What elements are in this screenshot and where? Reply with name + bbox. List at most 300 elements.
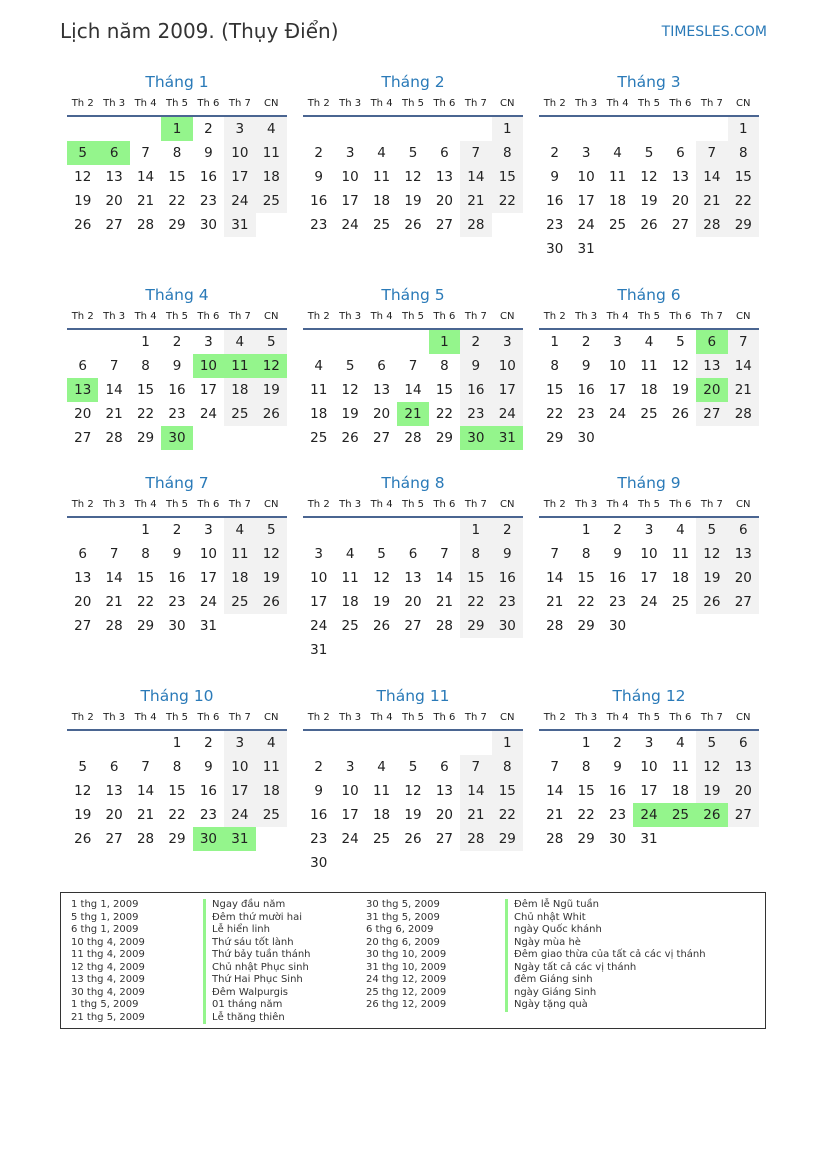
- day-cell[interactable]: 30: [492, 614, 523, 638]
- day-cell[interactable]: 29: [492, 827, 523, 851]
- day-cell[interactable]: 23: [199, 193, 218, 209]
- day-cell[interactable]: 9: [172, 546, 182, 562]
- day-cell[interactable]: 20: [105, 807, 123, 823]
- day-cell[interactable]: 19: [696, 779, 727, 803]
- day-cell[interactable]: 12: [696, 542, 727, 566]
- day-cell[interactable]: 3: [492, 330, 523, 354]
- day-cell[interactable]: 11: [671, 546, 690, 562]
- day-cell[interactable]: 22: [460, 590, 491, 614]
- day-cell[interactable]: 22: [546, 406, 564, 422]
- day-cell[interactable]: 16: [608, 570, 627, 586]
- day-cell[interactable]: 8: [550, 358, 559, 374]
- brand-link[interactable]: TIMESLES.COM: [661, 24, 767, 40]
- holiday-day[interactable]: 30: [193, 827, 224, 851]
- day-cell[interactable]: 28: [728, 402, 759, 426]
- day-cell[interactable]: 30: [310, 855, 328, 871]
- day-cell[interactable]: 8: [728, 141, 759, 165]
- day-cell[interactable]: 17: [199, 382, 218, 398]
- holiday-day[interactable]: 13: [67, 378, 98, 402]
- day-cell[interactable]: 15: [577, 783, 595, 799]
- day-cell[interactable]: 19: [640, 193, 658, 209]
- day-cell[interactable]: 11: [372, 783, 391, 799]
- day-cell[interactable]: 24: [341, 217, 359, 233]
- day-cell[interactable]: 23: [608, 807, 627, 823]
- day-cell[interactable]: 19: [256, 378, 287, 402]
- day-cell[interactable]: 23: [168, 594, 186, 610]
- day-cell[interactable]: 4: [224, 330, 255, 354]
- holiday-day[interactable]: 6: [696, 330, 727, 354]
- day-cell[interactable]: 23: [460, 402, 491, 426]
- day-cell[interactable]: 3: [224, 117, 255, 141]
- day-cell[interactable]: 16: [168, 382, 186, 398]
- day-cell[interactable]: 18: [671, 783, 690, 799]
- day-cell[interactable]: 16: [199, 783, 218, 799]
- day-cell[interactable]: 15: [136, 382, 155, 398]
- day-cell[interactable]: 19: [372, 594, 391, 610]
- day-cell[interactable]: 20: [728, 779, 759, 803]
- holiday-day[interactable]: 6: [98, 141, 129, 165]
- day-cell[interactable]: 6: [408, 546, 418, 562]
- day-cell[interactable]: 8: [492, 755, 523, 779]
- day-cell[interactable]: 16: [460, 378, 491, 402]
- day-cell[interactable]: 11: [256, 755, 287, 779]
- day-cell[interactable]: 10: [224, 755, 255, 779]
- day-cell[interactable]: 23: [608, 594, 627, 610]
- day-cell[interactable]: 15: [492, 779, 523, 803]
- day-cell[interactable]: 5: [256, 518, 287, 542]
- day-cell[interactable]: 20: [372, 406, 391, 422]
- day-cell[interactable]: 6: [440, 759, 449, 775]
- day-cell[interactable]: 25: [256, 803, 287, 827]
- day-cell[interactable]: 29: [136, 430, 155, 446]
- day-cell[interactable]: 20: [435, 807, 454, 823]
- day-cell[interactable]: 27: [728, 590, 759, 614]
- day-cell[interactable]: 25: [224, 590, 255, 614]
- day-cell[interactable]: 18: [671, 570, 690, 586]
- day-cell[interactable]: 4: [256, 731, 287, 755]
- day-cell[interactable]: 9: [172, 358, 182, 374]
- day-cell[interactable]: 10: [341, 169, 359, 185]
- day-cell[interactable]: 4: [644, 334, 654, 350]
- day-cell[interactable]: 2: [314, 145, 323, 161]
- day-cell[interactable]: 1: [172, 735, 182, 751]
- day-cell[interactable]: 11: [310, 382, 328, 398]
- day-cell[interactable]: 26: [256, 402, 287, 426]
- day-cell[interactable]: 14: [435, 570, 454, 586]
- day-cell[interactable]: 21: [460, 189, 491, 213]
- day-cell[interactable]: 15: [546, 382, 564, 398]
- day-cell[interactable]: 12: [341, 382, 359, 398]
- day-cell[interactable]: 19: [696, 566, 727, 590]
- day-cell[interactable]: 21: [546, 594, 564, 610]
- day-cell[interactable]: 27: [435, 217, 454, 233]
- day-cell[interactable]: 12: [74, 783, 92, 799]
- day-cell[interactable]: 30: [608, 618, 627, 634]
- day-cell[interactable]: 4: [345, 546, 355, 562]
- day-cell[interactable]: 26: [696, 590, 727, 614]
- day-cell[interactable]: 21: [136, 807, 155, 823]
- day-cell[interactable]: 3: [644, 735, 654, 751]
- day-cell[interactable]: 6: [728, 518, 759, 542]
- day-cell[interactable]: 10: [492, 354, 523, 378]
- day-cell[interactable]: 14: [136, 783, 155, 799]
- day-cell[interactable]: 15: [435, 382, 454, 398]
- day-cell[interactable]: 17: [199, 570, 218, 586]
- day-cell[interactable]: 21: [546, 807, 564, 823]
- day-cell[interactable]: 28: [404, 430, 422, 446]
- day-cell[interactable]: 30: [168, 618, 186, 634]
- day-cell[interactable]: 6: [78, 546, 87, 562]
- day-cell[interactable]: 29: [168, 217, 186, 233]
- day-cell[interactable]: 7: [460, 755, 491, 779]
- day-cell[interactable]: 13: [105, 783, 123, 799]
- day-cell[interactable]: 9: [314, 783, 323, 799]
- day-cell[interactable]: 25: [640, 406, 658, 422]
- day-cell[interactable]: 23: [168, 406, 186, 422]
- day-cell[interactable]: 22: [435, 406, 454, 422]
- day-cell[interactable]: 3: [345, 759, 355, 775]
- day-cell[interactable]: 12: [404, 169, 422, 185]
- day-cell[interactable]: 12: [404, 783, 422, 799]
- day-cell[interactable]: 1: [581, 522, 591, 538]
- day-cell[interactable]: 18: [640, 382, 658, 398]
- day-cell[interactable]: 5: [78, 759, 87, 775]
- day-cell[interactable]: 23: [310, 217, 328, 233]
- day-cell[interactable]: 13: [372, 382, 391, 398]
- day-cell[interactable]: 14: [105, 570, 123, 586]
- day-cell[interactable]: 4: [224, 518, 255, 542]
- day-cell[interactable]: 7: [109, 358, 119, 374]
- day-cell[interactable]: 10: [640, 759, 658, 775]
- day-cell[interactable]: 5: [408, 145, 418, 161]
- day-cell[interactable]: 5: [345, 358, 355, 374]
- day-cell[interactable]: 10: [199, 546, 218, 562]
- day-cell[interactable]: 26: [404, 217, 422, 233]
- day-cell[interactable]: 17: [640, 783, 658, 799]
- day-cell[interactable]: 15: [168, 783, 186, 799]
- day-cell[interactable]: 5: [644, 145, 654, 161]
- day-cell[interactable]: 16: [168, 570, 186, 586]
- day-cell[interactable]: 8: [460, 542, 491, 566]
- day-cell[interactable]: 11: [671, 759, 690, 775]
- day-cell[interactable]: 13: [105, 169, 123, 185]
- day-cell[interactable]: 16: [577, 382, 595, 398]
- day-cell[interactable]: 24: [224, 189, 255, 213]
- day-cell[interactable]: 19: [341, 406, 359, 422]
- day-cell[interactable]: 6: [377, 358, 386, 374]
- day-cell[interactable]: 17: [640, 570, 658, 586]
- day-cell[interactable]: 1: [550, 334, 559, 350]
- day-cell[interactable]: 15: [460, 566, 491, 590]
- day-cell[interactable]: 9: [613, 546, 622, 562]
- day-cell[interactable]: 25: [341, 618, 359, 634]
- day-cell[interactable]: 29: [728, 213, 759, 237]
- day-cell[interactable]: 30: [577, 430, 595, 446]
- day-cell[interactable]: 25: [372, 217, 391, 233]
- day-cell[interactable]: 22: [136, 406, 155, 422]
- day-cell[interactable]: 27: [696, 402, 727, 426]
- day-cell[interactable]: 20: [105, 193, 123, 209]
- day-cell[interactable]: 31: [224, 213, 255, 237]
- day-cell[interactable]: 18: [372, 193, 391, 209]
- day-cell[interactable]: 29: [577, 618, 595, 634]
- day-cell[interactable]: 26: [74, 831, 92, 847]
- day-cell[interactable]: 25: [372, 831, 391, 847]
- day-cell[interactable]: 24: [224, 803, 255, 827]
- day-cell[interactable]: 2: [492, 518, 523, 542]
- holiday-day[interactable]: 30: [460, 426, 491, 450]
- day-cell[interactable]: 16: [310, 193, 328, 209]
- day-cell[interactable]: 15: [728, 165, 759, 189]
- day-cell[interactable]: 21: [136, 193, 155, 209]
- day-cell[interactable]: 25: [671, 594, 690, 610]
- day-cell[interactable]: 16: [310, 807, 328, 823]
- day-cell[interactable]: 8: [141, 546, 150, 562]
- day-cell[interactable]: 17: [310, 594, 328, 610]
- day-cell[interactable]: 18: [341, 594, 359, 610]
- holiday-day[interactable]: 21: [397, 402, 428, 426]
- day-cell[interactable]: 19: [74, 193, 92, 209]
- day-cell[interactable]: 14: [460, 165, 491, 189]
- day-cell[interactable]: 21: [696, 189, 727, 213]
- day-cell[interactable]: 22: [728, 189, 759, 213]
- day-cell[interactable]: 22: [136, 594, 155, 610]
- day-cell[interactable]: 28: [105, 430, 123, 446]
- day-cell[interactable]: 13: [404, 570, 422, 586]
- day-cell[interactable]: 27: [74, 430, 92, 446]
- day-cell[interactable]: 7: [550, 546, 559, 562]
- day-cell[interactable]: 12: [256, 542, 287, 566]
- day-cell[interactable]: 25: [224, 402, 255, 426]
- holiday-day[interactable]: 1: [429, 330, 460, 354]
- day-cell[interactable]: 11: [341, 570, 359, 586]
- day-cell[interactable]: 29: [546, 430, 564, 446]
- day-cell[interactable]: 9: [581, 358, 591, 374]
- day-cell[interactable]: 5: [377, 546, 386, 562]
- day-cell[interactable]: 21: [105, 594, 123, 610]
- day-cell[interactable]: 22: [577, 807, 595, 823]
- day-cell[interactable]: 26: [256, 590, 287, 614]
- day-cell[interactable]: 2: [460, 330, 491, 354]
- day-cell[interactable]: 21: [435, 594, 454, 610]
- holiday-day[interactable]: 1: [161, 117, 192, 141]
- day-cell[interactable]: 31: [199, 618, 218, 634]
- day-cell[interactable]: 28: [546, 618, 564, 634]
- day-cell[interactable]: 24: [199, 594, 218, 610]
- day-cell[interactable]: 17: [341, 193, 359, 209]
- day-cell[interactable]: 10: [310, 570, 328, 586]
- day-cell[interactable]: 27: [404, 618, 422, 634]
- day-cell[interactable]: 6: [440, 145, 449, 161]
- day-cell[interactable]: 18: [256, 165, 287, 189]
- day-cell[interactable]: 7: [728, 330, 759, 354]
- day-cell[interactable]: 13: [435, 783, 454, 799]
- day-cell[interactable]: 7: [460, 141, 491, 165]
- day-cell[interactable]: 1: [460, 518, 491, 542]
- day-cell[interactable]: 2: [172, 522, 182, 538]
- day-cell[interactable]: 21: [105, 406, 123, 422]
- day-cell[interactable]: 28: [435, 618, 454, 634]
- day-cell[interactable]: 28: [460, 213, 491, 237]
- holiday-day[interactable]: 25: [665, 803, 696, 827]
- day-cell[interactable]: 5: [696, 518, 727, 542]
- day-cell[interactable]: 2: [172, 334, 182, 350]
- holiday-day[interactable]: 30: [161, 426, 192, 450]
- day-cell[interactable]: 28: [696, 213, 727, 237]
- day-cell[interactable]: 23: [546, 217, 564, 233]
- day-cell[interactable]: 11: [372, 169, 391, 185]
- day-cell[interactable]: 11: [608, 169, 627, 185]
- day-cell[interactable]: 19: [671, 382, 690, 398]
- day-cell[interactable]: 9: [204, 145, 213, 161]
- day-cell[interactable]: 27: [728, 803, 759, 827]
- day-cell[interactable]: 9: [613, 759, 622, 775]
- day-cell[interactable]: 24: [577, 217, 595, 233]
- day-cell[interactable]: 22: [492, 189, 523, 213]
- day-cell[interactable]: 21: [728, 378, 759, 402]
- day-cell[interactable]: 12: [696, 755, 727, 779]
- day-cell[interactable]: 21: [460, 803, 491, 827]
- day-cell[interactable]: 16: [492, 566, 523, 590]
- day-cell[interactable]: 17: [341, 807, 359, 823]
- day-cell[interactable]: 10: [577, 169, 595, 185]
- day-cell[interactable]: 26: [74, 217, 92, 233]
- day-cell[interactable]: 12: [372, 570, 391, 586]
- day-cell[interactable]: 14: [136, 169, 155, 185]
- day-cell[interactable]: 26: [640, 217, 658, 233]
- day-cell[interactable]: 27: [105, 831, 123, 847]
- day-cell[interactable]: 7: [408, 358, 418, 374]
- day-cell[interactable]: 22: [492, 803, 523, 827]
- day-cell[interactable]: 31: [577, 241, 595, 257]
- day-cell[interactable]: 2: [204, 121, 213, 137]
- day-cell[interactable]: 11: [224, 542, 255, 566]
- holiday-day[interactable]: 11: [224, 354, 255, 378]
- day-cell[interactable]: 3: [204, 522, 213, 538]
- day-cell[interactable]: 24: [310, 618, 328, 634]
- day-cell[interactable]: 22: [577, 594, 595, 610]
- day-cell[interactable]: 9: [550, 169, 559, 185]
- day-cell[interactable]: 14: [696, 165, 727, 189]
- day-cell[interactable]: 8: [141, 358, 150, 374]
- day-cell[interactable]: 8: [172, 145, 182, 161]
- day-cell[interactable]: 23: [199, 807, 218, 823]
- day-cell[interactable]: 7: [141, 145, 150, 161]
- day-cell[interactable]: 17: [608, 382, 627, 398]
- holiday-day[interactable]: 12: [256, 354, 287, 378]
- day-cell[interactable]: 7: [440, 546, 449, 562]
- day-cell[interactable]: 1: [581, 735, 591, 751]
- day-cell[interactable]: 2: [550, 145, 559, 161]
- day-cell[interactable]: 16: [546, 193, 564, 209]
- day-cell[interactable]: 18: [224, 378, 255, 402]
- day-cell[interactable]: 19: [404, 193, 422, 209]
- day-cell[interactable]: 13: [696, 354, 727, 378]
- day-cell[interactable]: 4: [314, 358, 323, 374]
- day-cell[interactable]: 24: [640, 594, 658, 610]
- day-cell[interactable]: 22: [168, 193, 186, 209]
- day-cell[interactable]: 13: [728, 755, 759, 779]
- day-cell[interactable]: 24: [341, 831, 359, 847]
- day-cell[interactable]: 4: [377, 145, 386, 161]
- day-cell[interactable]: 17: [577, 193, 595, 209]
- day-cell[interactable]: 4: [377, 759, 386, 775]
- day-cell[interactable]: 20: [728, 566, 759, 590]
- day-cell[interactable]: 27: [74, 618, 92, 634]
- day-cell[interactable]: 25: [310, 430, 328, 446]
- day-cell[interactable]: 1: [728, 117, 759, 141]
- day-cell[interactable]: 14: [546, 783, 564, 799]
- holiday-day[interactable]: 10: [193, 354, 224, 378]
- day-cell[interactable]: 18: [256, 779, 287, 803]
- day-cell[interactable]: 24: [199, 406, 218, 422]
- day-cell[interactable]: 1: [492, 731, 523, 755]
- day-cell[interactable]: 16: [608, 783, 627, 799]
- day-cell[interactable]: 4: [613, 145, 622, 161]
- day-cell[interactable]: 15: [492, 165, 523, 189]
- day-cell[interactable]: 15: [136, 570, 155, 586]
- day-cell[interactable]: 2: [314, 759, 323, 775]
- day-cell[interactable]: 27: [671, 217, 690, 233]
- holiday-day[interactable]: 5: [67, 141, 98, 165]
- day-cell[interactable]: 26: [341, 430, 359, 446]
- day-cell[interactable]: 4: [676, 522, 685, 538]
- day-cell[interactable]: 2: [613, 522, 622, 538]
- holiday-day[interactable]: 20: [696, 378, 727, 402]
- day-cell[interactable]: 10: [608, 358, 627, 374]
- day-cell[interactable]: 30: [546, 241, 564, 257]
- day-cell[interactable]: 2: [581, 334, 591, 350]
- day-cell[interactable]: 3: [314, 546, 323, 562]
- day-cell[interactable]: 9: [492, 542, 523, 566]
- day-cell[interactable]: 26: [671, 406, 690, 422]
- day-cell[interactable]: 29: [136, 618, 155, 634]
- day-cell[interactable]: 3: [613, 334, 622, 350]
- day-cell[interactable]: 2: [204, 735, 213, 751]
- day-cell[interactable]: 9: [460, 354, 491, 378]
- day-cell[interactable]: 23: [577, 406, 595, 422]
- day-cell[interactable]: 16: [199, 169, 218, 185]
- day-cell[interactable]: 29: [460, 614, 491, 638]
- day-cell[interactable]: 27: [105, 217, 123, 233]
- day-cell[interactable]: 3: [581, 145, 591, 161]
- day-cell[interactable]: 9: [204, 759, 213, 775]
- holiday-day[interactable]: 31: [492, 426, 523, 450]
- day-cell[interactable]: 13: [74, 570, 92, 586]
- day-cell[interactable]: 14: [404, 382, 422, 398]
- day-cell[interactable]: 5: [256, 330, 287, 354]
- day-cell[interactable]: 14: [460, 779, 491, 803]
- day-cell[interactable]: 18: [310, 406, 328, 422]
- day-cell[interactable]: 8: [172, 759, 182, 775]
- day-cell[interactable]: 20: [435, 193, 454, 209]
- day-cell[interactable]: 23: [492, 590, 523, 614]
- day-cell[interactable]: 6: [676, 145, 685, 161]
- day-cell[interactable]: 18: [608, 193, 627, 209]
- day-cell[interactable]: 20: [74, 594, 92, 610]
- day-cell[interactable]: 12: [640, 169, 658, 185]
- day-cell[interactable]: 14: [546, 570, 564, 586]
- day-cell[interactable]: 15: [577, 570, 595, 586]
- day-cell[interactable]: 7: [109, 546, 119, 562]
- day-cell[interactable]: 19: [256, 566, 287, 590]
- day-cell[interactable]: 25: [256, 189, 287, 213]
- day-cell[interactable]: 29: [168, 831, 186, 847]
- holiday-day[interactable]: 24: [633, 803, 664, 827]
- day-cell[interactable]: 27: [372, 430, 391, 446]
- day-cell[interactable]: 13: [728, 542, 759, 566]
- day-cell[interactable]: 5: [696, 731, 727, 755]
